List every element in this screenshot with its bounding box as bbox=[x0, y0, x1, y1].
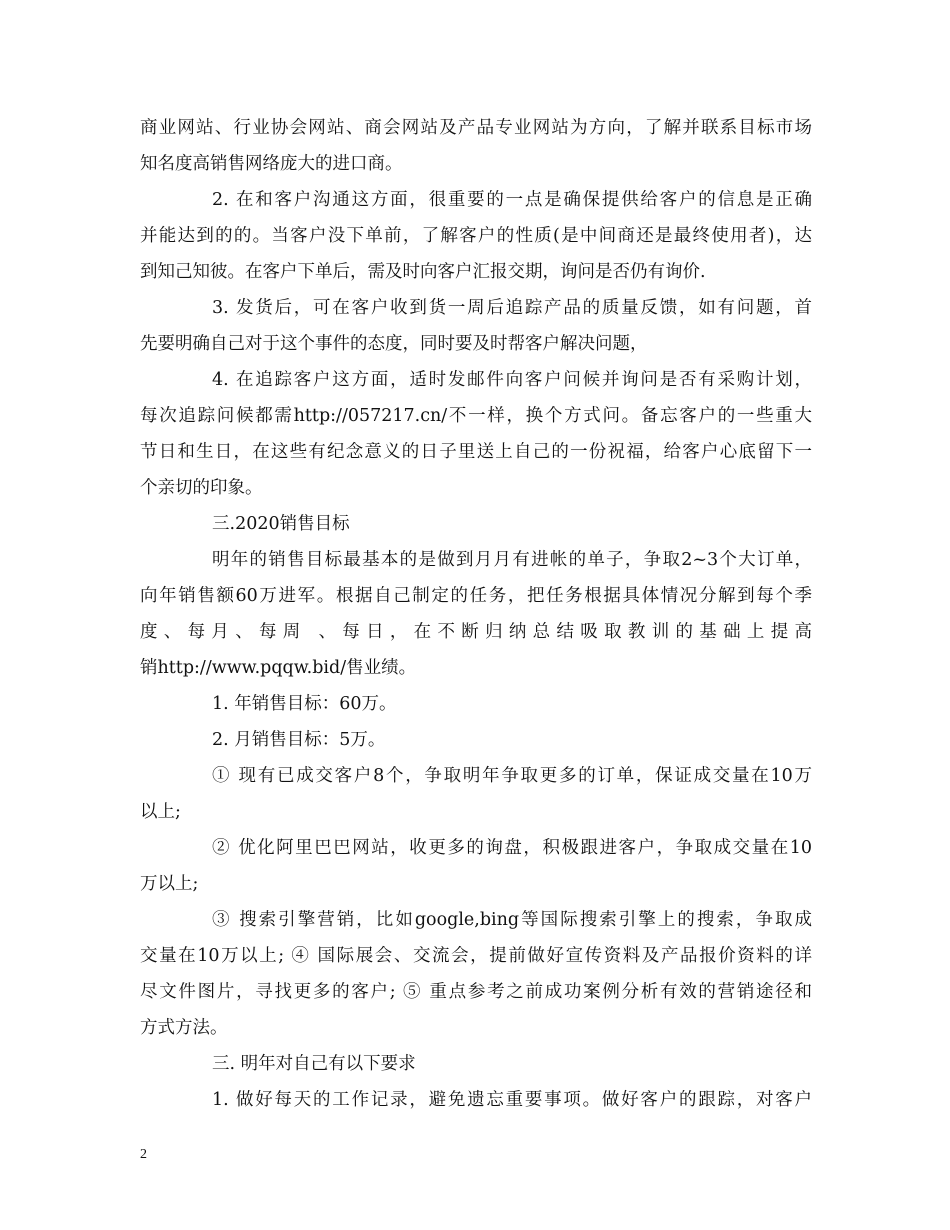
text-line: ③ 搜索引擎营销，比如google,bing等国际搜索引擎上的搜索，争取成 bbox=[212, 910, 812, 930]
page-number: 2 bbox=[140, 1147, 147, 1162]
text-line: 4. 在追踪客户这方面，适时发邮件向客户问候并询问是否有采购计划， bbox=[212, 370, 812, 390]
text-line: 到知己知彼。在客户下单后，需及时向客户汇报交期，询问是否仍有询价. bbox=[140, 262, 706, 282]
text-line: 2. 在和客户沟通这方面，很重要的一点是确保提供给客户的信息是正确 bbox=[212, 190, 812, 210]
text-line: 以上; bbox=[140, 802, 181, 822]
section-heading: 三.2020销售目标 bbox=[212, 514, 350, 534]
text-line: 每次追踪问候都需http://057217.cn/不一样，换个方式问。备忘客户的一些重大 bbox=[140, 406, 812, 426]
section-heading: 三. 明年对自己有以下要求 bbox=[212, 1054, 416, 1074]
text-line: 先要明确自己对于这个事件的态度，同时要及时帮客户解决问题， bbox=[140, 334, 648, 354]
text-line: 并能达到的的。当客户没下单前，了解客户的性质(是中间商还是最终使用者)，达 bbox=[140, 226, 812, 246]
text-line: 销http://www.pqqw.bid/售业绩。 bbox=[140, 658, 417, 678]
text-line: 万以上; bbox=[140, 874, 199, 894]
text-line: 方式方法。 bbox=[140, 1018, 228, 1038]
text-line: 节日和生日，在这些有纪念意义的日子里送上自己的一份祝福，给客户心底留下一 bbox=[140, 442, 812, 462]
body-text bbox=[140, 110, 812, 1118]
text-line: ① 现有已成交客户8个，争取明年争取更多的订单，保证成交量在10万 bbox=[212, 766, 812, 786]
text-line: 3. 发货后，可在客户收到货一周后追踪产品的质量反馈，如有问题，首 bbox=[212, 298, 812, 318]
text-line: 明年的销售目标最基本的是做到月月有进帐的单子，争取2~3个大订单， bbox=[212, 550, 812, 570]
text-line: 知名度高销售网络庞大的进口商。 bbox=[140, 154, 403, 174]
text-line: ② 优化阿里巴巴网站，收更多的询盘，积极跟进客户，争取成交量在10 bbox=[212, 838, 812, 858]
text-line: 1. 做好每天的工作记录，避免遗忘重要事项。做好客户的跟踪，对客户 bbox=[212, 1090, 812, 1110]
text-line: 交量在10万以上; ④ 国际展会、交流会，提前做好宣传资料及产品报价资料的详 bbox=[140, 946, 812, 966]
text-line: 2. 月销售目标：5万。 bbox=[212, 730, 386, 750]
text-line: 个亲切的印象。 bbox=[140, 478, 263, 498]
text-line: 度、每月、每周 、每日，在不断归纳总结吸取教训的基础上提高 bbox=[140, 622, 812, 642]
text-line: 向年销售额60万进军。根据自己制定的任务，把任务根据具体情况分解到每个季 bbox=[140, 586, 812, 606]
text-line: 商业网站、行业协会网站、商会网站及产品专业网站为方向，了解并联系目标市场 bbox=[140, 118, 812, 138]
text-line: 1. 年销售目标：60万。 bbox=[212, 694, 397, 714]
text-line: 尽文件图片，寻找更多的客户; ⑤ 重点参考之前成功案例分析有效的营销途径和 bbox=[140, 982, 812, 1002]
